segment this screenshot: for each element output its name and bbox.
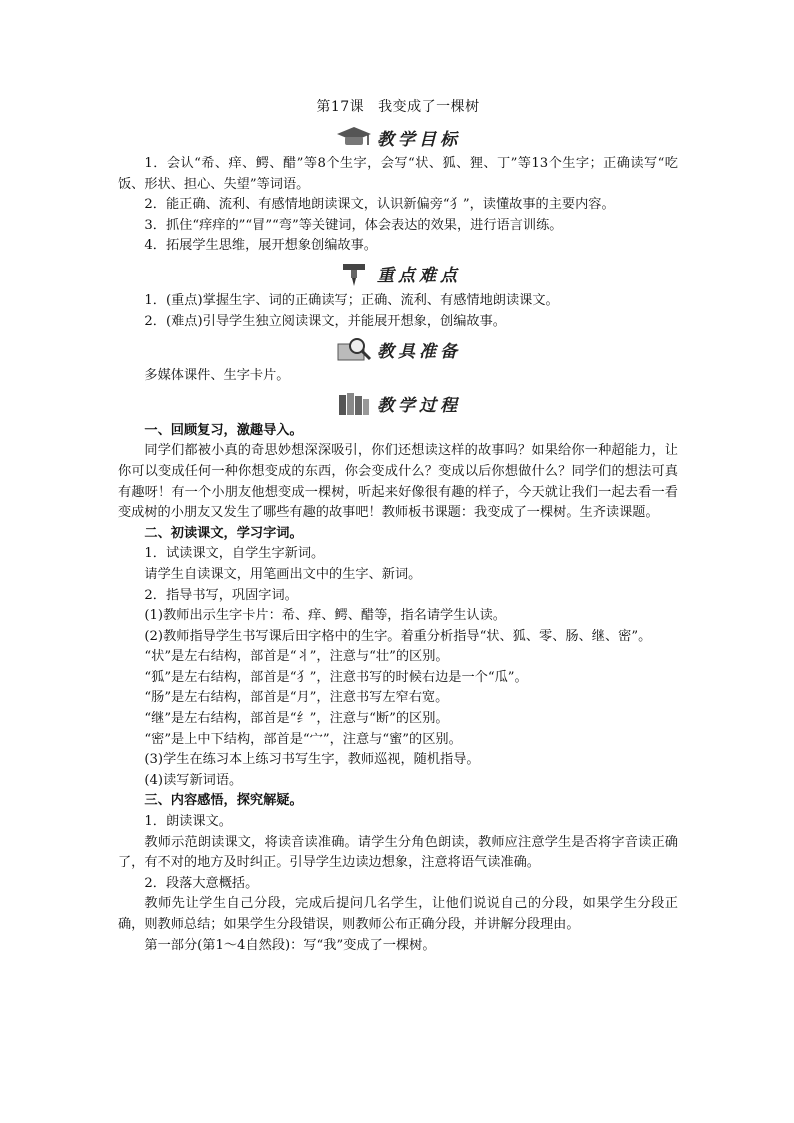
paragraph: (3)学生在练习本上练习书写生字，教师巡视，随机指导。: [144, 752, 480, 768]
paragraph: 教师示范朗读课文，将读音读准确。请学生分角色朗读，教师应注意学生是否将字音读正确了，有不对的地方及时纠正。引导学生边读边想象，注意将语气读准确。: [118, 834, 678, 871]
paragraph: 2．段落大意概括。: [144, 875, 259, 891]
keypoint-item: 1．(重点)掌握生字、词的正确读写；正确、流利、有感情地朗读课文。: [144, 292, 559, 308]
magnifier-book-icon: [335, 336, 373, 362]
paragraph: 1．试读课文，自学生字新词。: [144, 546, 325, 562]
section-banner-goals: [118, 122, 678, 152]
paragraph: (4)读写新词语。: [144, 772, 243, 788]
pushpin-icon: [335, 261, 373, 287]
section-title-prep: 教具准备: [377, 341, 461, 362]
lesson-name: 我变成了一棵树: [378, 99, 480, 115]
paragraph: 同学们都被小真的奇思妙想深深吸引，你们还想读这样的故事吗？如果给你一种超能力，让你可以变成任何一种你想变成的东西，你会变成什么？变成以后你想做什么？同学们的想法可真有趣呀！有一个小朋友他想变成一棵树，听起来好像很有趣的样子，今天就让我们一起去看一看变成树的小朋友又发生了哪些有趣的故事吧！教师板书课题：我变成了一棵树。生齐读课题。: [118, 443, 678, 521]
keypoint-item: 2．(难点)引导学生独立阅读课文，并能展开想象，创编故事。: [144, 313, 506, 329]
goal-item: 2．能正确、流利、有感情地朗读课文，认识新偏旁“犭”，读懂故事的主要内容。: [144, 197, 615, 213]
paragraph: 1．朗读课文。: [144, 814, 232, 830]
section-title-process: 教学过程: [377, 396, 461, 417]
paragraph: 教师先让学生自己分段，完成后提问几名学生，让他们说说自己的分段，如果学生分段正确，则教师总结；如果学生分段错误，则教师公布正确分段，并讲解分段理由。: [118, 896, 678, 932]
paragraph: 第一部分(第1～4自然段)：写“我”变成了一棵树。: [144, 937, 436, 953]
section-banner-keypoints: [118, 259, 678, 289]
char-note: “密”是上中下结构，部首是“宀”，注意与“蜜”的区别。: [144, 731, 462, 747]
lesson-title: [118, 96, 678, 116]
char-note: “狐”是左右结构，部首是“犭”，注意书写的时候右边是一个“瓜”。: [144, 669, 528, 685]
goal-item: 3．抓住“痒痒的”“冒”“弯”等关键词，体会表达的效果，进行语言训练。: [144, 217, 563, 233]
char-note: “继”是左右结构，部首是“纟”，注意与“断”的区别。: [144, 711, 449, 727]
paragraph: (1)教师出示生字卡片：希、痒、鳄、醋等，指名请学生认读。: [144, 608, 506, 624]
books-icon: [335, 391, 373, 417]
char-note: “状”是左右结构，部首是“丬”，注意与“壮”的区别。: [144, 649, 449, 665]
goal-item: 1．会认“希、痒、鳄、醋”等8个生字，会写“状、狐、狸、丁”等13个生字；正确读写“吃饭、形状、担心、失望”等词语。: [118, 156, 678, 192]
lesson-page: [118, 96, 678, 956]
paragraph: 2．指导书写，巩固字词。: [144, 587, 298, 603]
step-heading: 二、初读课文，学习字词。: [144, 525, 303, 541]
section-title-keypoints: 重点难点: [377, 266, 461, 287]
goal-item: 4．拓展学生思维，展开想象创编故事。: [144, 238, 377, 254]
section-title-goals: 教学目标: [377, 129, 461, 150]
step-heading: 一、回顾复习，激趣导入。: [144, 422, 303, 438]
prep-text: 多媒体课件、生字卡片。: [144, 368, 290, 384]
section-banner-process: [118, 389, 678, 419]
paragraph: (2)教师指导学生书写课后田字格中的生字。着重分析指导“状、狐、零、肠、继、密”。: [144, 628, 652, 644]
section-banner-prep: [118, 334, 678, 364]
cap-icon: [335, 124, 373, 150]
char-note: “肠”是左右结构，部首是“月”，注意书写左窄右宽。: [144, 690, 449, 706]
paragraph: 请学生自读课文，用笔画出文中的生字、新词。: [144, 566, 422, 582]
step-heading: 三、内容感悟，探究解疑。: [144, 793, 303, 809]
lesson-number: 第17课: [316, 99, 365, 115]
